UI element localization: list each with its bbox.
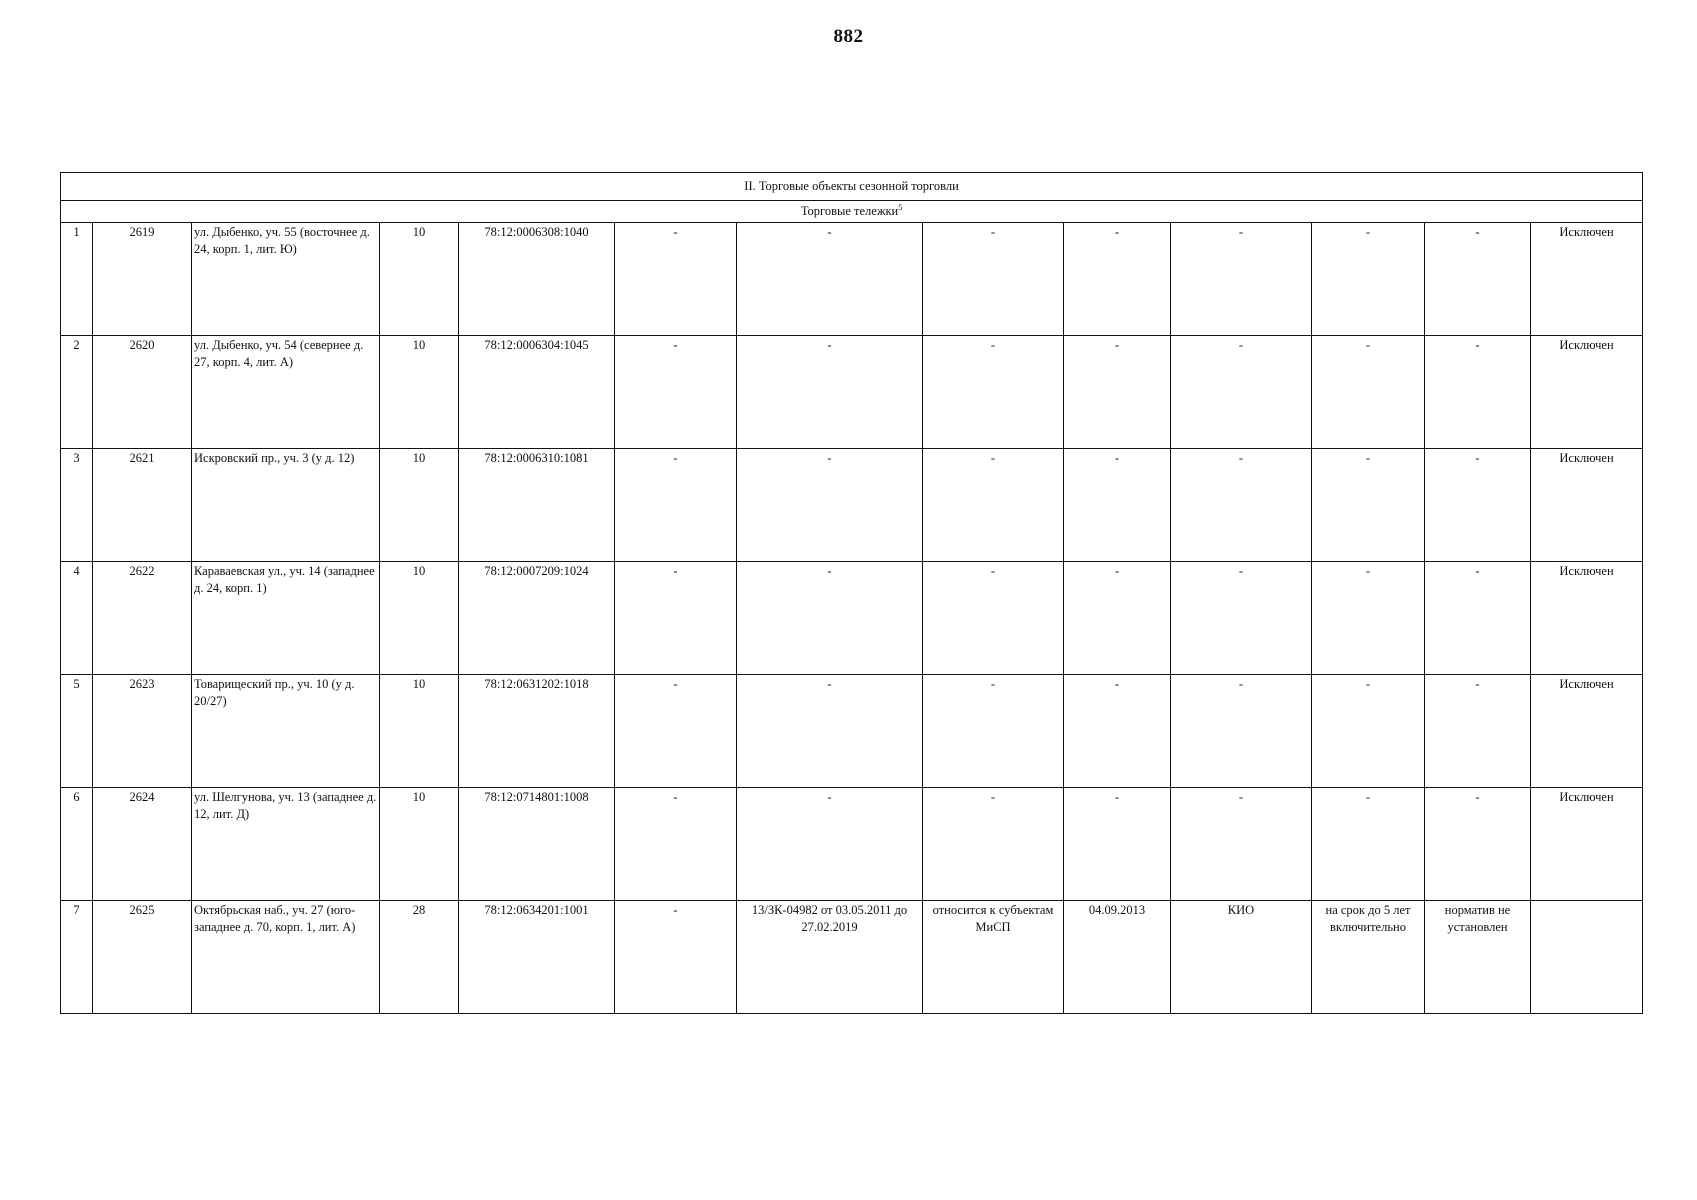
status-cell xyxy=(1531,901,1643,1014)
object-id-cell: 2625 xyxy=(93,901,192,1014)
table-row xyxy=(61,223,1643,336)
business-category-cell: - xyxy=(923,788,1064,901)
page-number: 882 xyxy=(833,26,864,47)
subsection-header-row xyxy=(61,201,1643,223)
authority-cell: КИО xyxy=(1171,901,1312,1014)
table-row xyxy=(61,675,1643,788)
object-id-cell: 2623 xyxy=(93,675,192,788)
table-row xyxy=(61,336,1643,449)
term-cell: - xyxy=(1312,336,1425,449)
area-cell: 10 xyxy=(380,223,459,336)
area-cell: 10 xyxy=(380,675,459,788)
cadastral-number-cell: 78:12:0634201:1001 xyxy=(459,901,615,1014)
column-6-cell: - xyxy=(615,336,737,449)
row-number-cell: 1 xyxy=(61,223,93,336)
norm-cell: - xyxy=(1425,223,1531,336)
area-cell: 10 xyxy=(380,788,459,901)
business-category-cell: - xyxy=(923,562,1064,675)
column-6-cell: - xyxy=(615,901,737,1014)
object-id-cell: 2624 xyxy=(93,788,192,901)
term-cell: - xyxy=(1312,449,1425,562)
area-cell: 10 xyxy=(380,336,459,449)
area-cell: 28 xyxy=(380,901,459,1014)
subsection-title-cell xyxy=(61,201,1643,223)
authority-cell: - xyxy=(1171,336,1312,449)
authority-cell: - xyxy=(1171,788,1312,901)
norm-cell: - xyxy=(1425,788,1531,901)
authority-cell: - xyxy=(1171,675,1312,788)
column-6-cell: - xyxy=(615,449,737,562)
row-number-cell: 3 xyxy=(61,449,93,562)
status-cell: Исключен xyxy=(1531,449,1643,562)
row-number-cell: 7 xyxy=(61,901,93,1014)
object-id-cell: 2622 xyxy=(93,562,192,675)
row-number-cell: 6 xyxy=(61,788,93,901)
contract-cell: 13/ЗК-04982 от 03.05.2011 до 27.02.2019 xyxy=(737,901,923,1014)
authority-cell: - xyxy=(1171,562,1312,675)
business-category-cell: - xyxy=(923,449,1064,562)
business-category-cell: - xyxy=(923,223,1064,336)
date-cell: 04.09.2013 xyxy=(1064,901,1171,1014)
cadastral-number-cell: 78:12:0006304:1045 xyxy=(459,336,615,449)
area-cell: 10 xyxy=(380,449,459,562)
address-cell: ул. Дыбенко, уч. 55 (восточнее д. 24, корп. 1, лит. Ю) xyxy=(192,223,380,336)
contract-cell: - xyxy=(737,449,923,562)
table-row xyxy=(61,788,1643,901)
business-category-cell: - xyxy=(923,675,1064,788)
authority-cell: - xyxy=(1171,449,1312,562)
object-id-cell: 2619 xyxy=(93,223,192,336)
subsection-title: Торговые тележки xyxy=(800,204,899,218)
status-cell: Исключен xyxy=(1531,675,1643,788)
norm-cell: - xyxy=(1425,449,1531,562)
table-row xyxy=(61,562,1643,675)
cadastral-number-cell: 78:12:0006308:1040 xyxy=(459,223,615,336)
footnote-marker: 5 xyxy=(898,202,903,212)
section-title: II. Торговые объекты сезонной торговли xyxy=(61,173,1643,201)
contract-cell: - xyxy=(737,336,923,449)
contract-cell: - xyxy=(737,788,923,901)
date-cell: - xyxy=(1064,788,1171,901)
table-row xyxy=(61,901,1643,1014)
norm-cell: - xyxy=(1425,562,1531,675)
section-header-row xyxy=(61,173,1643,201)
term-cell: на срок до 5 лет включительно xyxy=(1312,901,1425,1014)
cadastral-number-cell: 78:12:0006310:1081 xyxy=(459,449,615,562)
area-cell: 10 xyxy=(380,562,459,675)
date-cell: - xyxy=(1064,449,1171,562)
address-cell: Искровский пр., уч. 3 (у д. 12) xyxy=(192,449,380,562)
business-category-cell: относится к субъектам МиСП xyxy=(923,901,1064,1014)
norm-cell: - xyxy=(1425,336,1531,449)
status-cell: Исключен xyxy=(1531,223,1643,336)
address-cell: ул. Дыбенко, уч. 54 (севернее д. 27, корп. 4, лит. А) xyxy=(192,336,380,449)
date-cell: - xyxy=(1064,223,1171,336)
norm-cell: норматив не установлен xyxy=(1425,901,1531,1014)
column-6-cell: - xyxy=(615,223,737,336)
norm-cell: - xyxy=(1425,675,1531,788)
status-cell: Исключен xyxy=(1531,788,1643,901)
table-row xyxy=(61,449,1643,562)
term-cell: - xyxy=(1312,675,1425,788)
object-id-cell: 2621 xyxy=(93,449,192,562)
row-number-cell: 2 xyxy=(61,336,93,449)
cadastral-number-cell: 78:12:0007209:1024 xyxy=(459,562,615,675)
business-category-cell: - xyxy=(923,336,1064,449)
contract-cell: - xyxy=(737,675,923,788)
term-cell: - xyxy=(1312,562,1425,675)
row-number-cell: 5 xyxy=(61,675,93,788)
address-cell: Октябрьская наб., уч. 27 (юго-западнее д. 70, корп. 1, лит. А) xyxy=(192,901,380,1014)
column-6-cell: - xyxy=(615,562,737,675)
address-cell: Товарищеский пр., уч. 10 (у д. 20/27) xyxy=(192,675,380,788)
contract-cell: - xyxy=(737,562,923,675)
column-6-cell: - xyxy=(615,788,737,901)
authority-cell: - xyxy=(1171,223,1312,336)
cadastral-number-cell: 78:12:0631202:1018 xyxy=(459,675,615,788)
status-cell: Исключен xyxy=(1531,562,1643,675)
status-cell: Исключен xyxy=(1531,336,1643,449)
date-cell: - xyxy=(1064,675,1171,788)
cadastral-number-cell: 78:12:0714801:1008 xyxy=(459,788,615,901)
contract-cell: - xyxy=(737,223,923,336)
column-6-cell: - xyxy=(615,675,737,788)
object-id-cell: 2620 xyxy=(93,336,192,449)
row-number-cell: 4 xyxy=(61,562,93,675)
date-cell: - xyxy=(1064,562,1171,675)
date-cell: - xyxy=(1064,336,1171,449)
term-cell: - xyxy=(1312,788,1425,901)
term-cell: - xyxy=(1312,223,1425,336)
address-cell: Караваевская ул., уч. 14 (западнее д. 24, корп. 1) xyxy=(192,562,380,675)
address-cell: ул. Шелгунова, уч. 13 (западнее д. 12, лит. Д) xyxy=(192,788,380,901)
registry-table xyxy=(60,172,1643,1014)
